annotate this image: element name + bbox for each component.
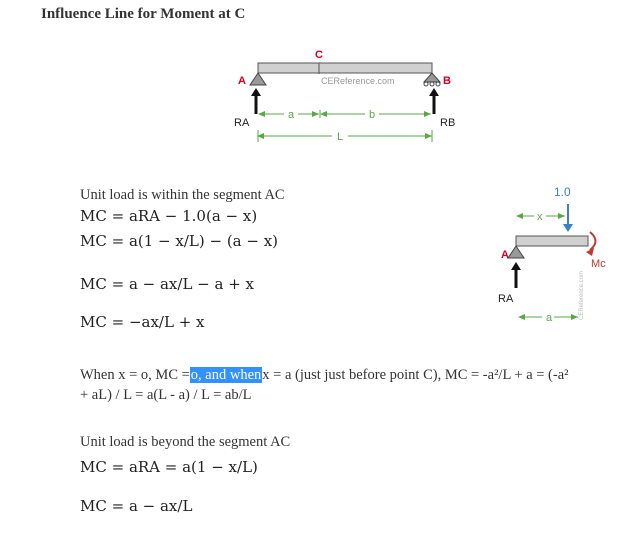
watermark-text: CEReference.com <box>321 76 395 86</box>
when-part1: When x = o, MC = <box>80 367 190 383</box>
dim-b-label: b <box>369 109 376 121</box>
equation-4-text: MC = −ax/L + x <box>80 313 205 331</box>
reaction-arrow-a <box>511 262 521 270</box>
label-a: A <box>238 75 246 87</box>
label-c: C <box>315 49 323 61</box>
dim-x-label: x <box>537 211 543 223</box>
beam <box>258 63 432 73</box>
label-a: A <box>501 249 509 261</box>
equation-4 <box>80 313 205 331</box>
label-rb: RB <box>440 117 456 129</box>
page-title: Influence Line for Moment at C <box>41 6 246 22</box>
beam-diagram <box>220 44 460 154</box>
section2-intro: Unit load is beyond the segment AC <box>80 434 291 450</box>
roller-support-b <box>424 73 440 82</box>
load-label: 1.0 <box>554 185 571 199</box>
watermark-text: CEReference.com <box>579 270 585 320</box>
dim-l-label: L <box>337 131 344 143</box>
equation-2-text: MC = a(1 − x/L) − (a − x) <box>80 232 279 250</box>
when-paragraph <box>80 367 569 384</box>
beam-segment <box>516 236 588 246</box>
label-ra: RA <box>498 293 514 305</box>
reaction-arrow-a <box>251 88 261 96</box>
reaction-arrow-b <box>429 88 439 96</box>
label-ra: RA <box>234 117 250 129</box>
pin-support-a <box>250 73 266 85</box>
when-part2: x = a (just just before point C), MC = -a²/L + a = (-a² <box>262 367 569 383</box>
equation-5 <box>80 458 258 476</box>
when-paragraph-line2: + aL) / L = a(L - a) / L = ab/L <box>80 387 252 403</box>
moment-arrow <box>590 232 596 250</box>
label-mc: Mc <box>591 258 606 270</box>
equation-1 <box>80 207 257 225</box>
equation-3-text: MC = a − ax/L − a + x <box>80 275 255 293</box>
equation-6 <box>80 497 192 515</box>
section1-intro: Unit load is within the segment AC <box>80 187 285 203</box>
selected-text[interactable]: o, and when <box>190 367 262 383</box>
equation-6-text: MC = a − ax/L <box>80 497 193 515</box>
label-b: B <box>443 75 451 87</box>
equation-5-text: MC = aRA = a(1 − x/L) <box>80 458 258 476</box>
section-diagram <box>490 180 615 330</box>
equation-1-text: MC = aRA − 1.0(a − x) <box>80 207 258 225</box>
equation-2 <box>80 232 278 250</box>
dim-a-label: a <box>546 312 553 324</box>
dim-a-label: a <box>288 109 295 121</box>
equation-3 <box>80 275 254 293</box>
pin-support-a <box>508 246 524 258</box>
